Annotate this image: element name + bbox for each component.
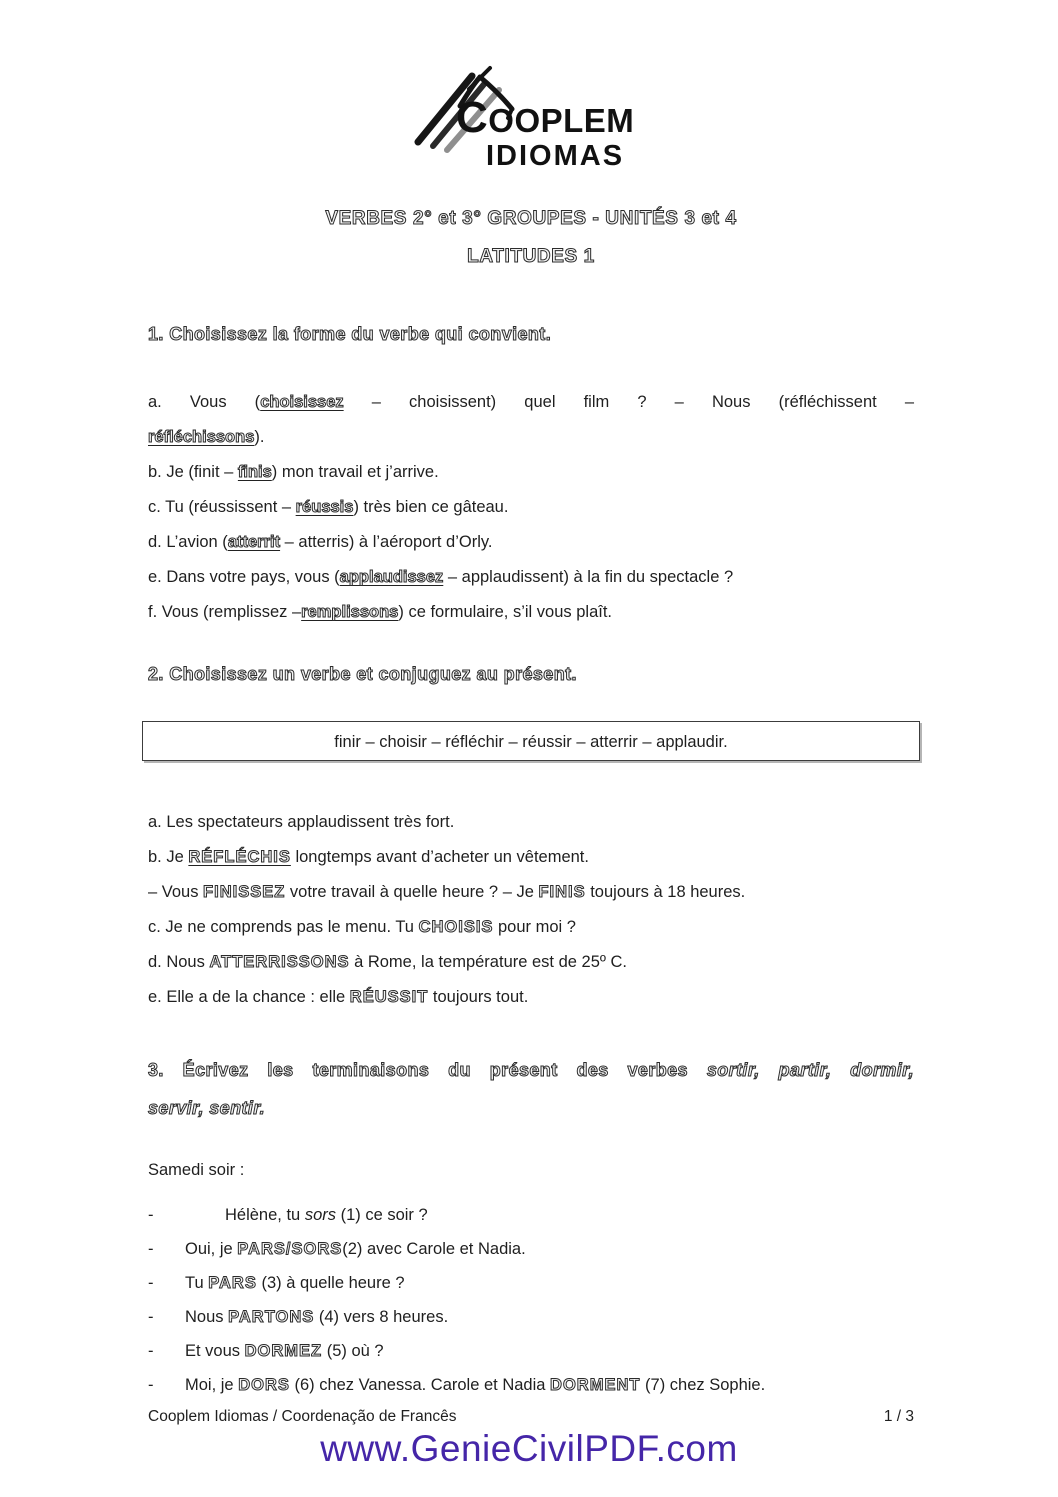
exercise3-heading: [148, 1051, 914, 1127]
exercise1-item-d: [148, 525, 914, 560]
exercise2-items: [148, 805, 914, 1015]
answer-word: réfléchissons: [148, 428, 255, 446]
item-text: b. Je (finit –: [148, 463, 238, 481]
exercise2-item-c: [148, 910, 914, 945]
answer-word: PARS: [208, 1274, 257, 1292]
dash-marker: -: [148, 1376, 154, 1394]
page-number: 1 / 3: [883, 1408, 914, 1425]
dialogue-line: [148, 1334, 914, 1368]
doc-title-line2: LATITUDES 1: [467, 246, 595, 267]
item-text: Tu: [185, 1274, 209, 1292]
heading-verbs: sortir, partir, dormir,: [706, 1060, 914, 1080]
item-text: Et vous: [185, 1342, 245, 1360]
logo-text-idiomas: IDIOMAS: [486, 140, 625, 172]
answer-word: FINISSEZ: [203, 883, 286, 901]
exercise3-heading-line1: [148, 1051, 914, 1089]
dialogue-line: [148, 1266, 914, 1300]
item-text: à Rome, la température est de 25º C.: [349, 953, 627, 971]
item-text: a. Vous (: [148, 393, 261, 411]
dialogue-text: [185, 1334, 384, 1368]
watermark-link[interactable]: www.GenieCivilPDF.com: [320, 1428, 738, 1469]
item-text: pour moi ?: [493, 918, 576, 936]
item-text: (3) à quelle heure ?: [256, 1274, 405, 1292]
item-text: – atterris) à l’aéroport d’Orly.: [280, 533, 493, 551]
exercise1-item-f: [148, 595, 914, 630]
answer-word: RÉUSSIT: [349, 988, 429, 1006]
item-text: e. Dans votre pays, vous (: [148, 568, 340, 586]
answer-word: RÉFLÉCHIS: [188, 848, 291, 866]
exercise2-item-b: [148, 840, 914, 875]
dash-marker: -: [148, 1240, 154, 1258]
exercise2-item-a: [148, 805, 914, 840]
dialogue-line: [148, 1198, 914, 1232]
item-text: a. Les spectateurs applaudissent très fort.: [148, 813, 455, 831]
dialogue-text: [185, 1368, 765, 1402]
exercise2-item-vous: [148, 875, 914, 910]
item-text: Nous: [185, 1308, 229, 1326]
answer-word: ATTERRISSONS: [209, 953, 350, 971]
dash-marker: -: [148, 1274, 154, 1292]
dialogue-intro: Samedi soir :: [148, 1161, 245, 1179]
exercise1-item-b: [148, 455, 914, 490]
cooplem-logo: [406, 62, 656, 176]
exercise1-item-e: [148, 560, 914, 595]
worksheet-page: [148, 0, 914, 1402]
item-text: e. Elle a de la chance : elle: [148, 988, 350, 1006]
answer-word: FINIS: [538, 883, 586, 901]
item-text: f. Vous (remplissez –: [148, 603, 302, 621]
footer-credit: Cooplem Idiomas / Coordenação de Francês: [148, 1408, 457, 1425]
dialogue-text: [185, 1198, 428, 1232]
item-text: d. Nous: [148, 953, 210, 971]
item-text: toujours tout.: [428, 988, 529, 1006]
exercise1-item-a-line2: [148, 420, 914, 455]
item-text: (1) ce soir ?: [335, 1206, 428, 1224]
item-text: Hélène, tu: [225, 1206, 305, 1224]
answer-word: remplissons: [301, 603, 399, 621]
item-text: – Vous: [148, 883, 204, 901]
dash-marker: -: [148, 1342, 154, 1360]
answer-word: PARS/SORS: [237, 1240, 343, 1258]
doc-title-line1: VERBES 2° et 3° GROUPES - UNITÉS 3 et 4: [325, 208, 737, 229]
item-text: Moi, je: [185, 1376, 239, 1394]
answer-word: CHOISIS: [418, 918, 494, 936]
answer-word: PARTONS: [228, 1308, 315, 1326]
exercise2-heading: 2. Choisissez un verbe et conjuguez au présent.: [148, 664, 577, 684]
exercise2-item-d: [148, 945, 914, 980]
answer-word: applaudissez: [339, 568, 444, 586]
item-text: c. Tu (réussissent –: [148, 498, 296, 516]
exercise1-item-a-line1: [148, 385, 914, 420]
item-text: longtemps avant d’acheter un vêtement.: [290, 848, 589, 866]
item-text: Oui, je: [185, 1240, 238, 1258]
logo-text-cooplem: COOPLEM: [456, 93, 635, 142]
exercise1-items: [148, 385, 914, 630]
dash-marker: -: [148, 1308, 154, 1326]
answer-word: sors: [304, 1206, 336, 1224]
verb-bank-box: finir – choisir – réfléchir – réussir – atterrir – applaudir.: [142, 721, 920, 761]
item-text: d. L’avion (: [148, 533, 228, 551]
answer-word: finis: [237, 463, 272, 481]
item-text: b. Je: [148, 848, 189, 866]
exercise1-item-c: [148, 490, 914, 525]
answer-word: choisissez: [260, 393, 344, 411]
dialogue-list: [148, 1198, 914, 1402]
exercise1-heading: 1. Choisissez la forme du verbe qui convient.: [148, 324, 552, 344]
item-text: (2) avec Carole et Nadia.: [342, 1240, 526, 1258]
item-text: – applaudissent) à la fin du spectacle ?: [443, 568, 734, 586]
answer-word: DORMEZ: [244, 1342, 323, 1360]
item-text: ).: [254, 428, 265, 446]
item-text: ) mon travail et j’arrive.: [271, 463, 439, 481]
item-text: – choisissent) quel film ? – Nous (réfléchissent –: [343, 393, 915, 411]
dialogue-line: [148, 1300, 914, 1334]
heading-text: 3. Écrivez les terminaisons du présent des verbes: [148, 1060, 707, 1080]
answer-word: atterrit: [227, 533, 281, 551]
item-text: votre travail à quelle heure ? – Je: [285, 883, 539, 901]
exercise2-item-e: [148, 980, 914, 1015]
dialogue-line: [148, 1232, 914, 1266]
item-text: (5) où ?: [322, 1342, 384, 1360]
item-text: toujours à 18 heures.: [585, 883, 746, 901]
answer-word: réussis: [295, 498, 354, 516]
answer-word: DORMENT: [550, 1376, 641, 1394]
heading-verbs: servir, sentir.: [148, 1098, 266, 1118]
dash-marker: -: [148, 1206, 154, 1224]
exercise3-heading-line2: [148, 1089, 914, 1127]
item-text: ) très bien ce gâteau.: [353, 498, 509, 516]
item-text: (7) chez Sophie.: [640, 1376, 766, 1394]
logo-text: [456, 93, 635, 172]
item-text: (4) vers 8 heures.: [314, 1308, 449, 1326]
dialogue-text: [185, 1266, 405, 1300]
answer-word: DORS: [238, 1376, 290, 1394]
page-footer: [148, 1408, 914, 1426]
dialogue-text: [185, 1232, 526, 1266]
item-text: (6) chez Vanessa. Carole et Nadia: [289, 1376, 551, 1394]
item-text: c. Je ne comprends pas le menu. Tu: [148, 918, 419, 936]
dialogue-text: [185, 1300, 448, 1334]
dialogue-line: [148, 1368, 914, 1402]
item-text: ) ce formulaire, s’il vous plaît.: [398, 603, 613, 621]
